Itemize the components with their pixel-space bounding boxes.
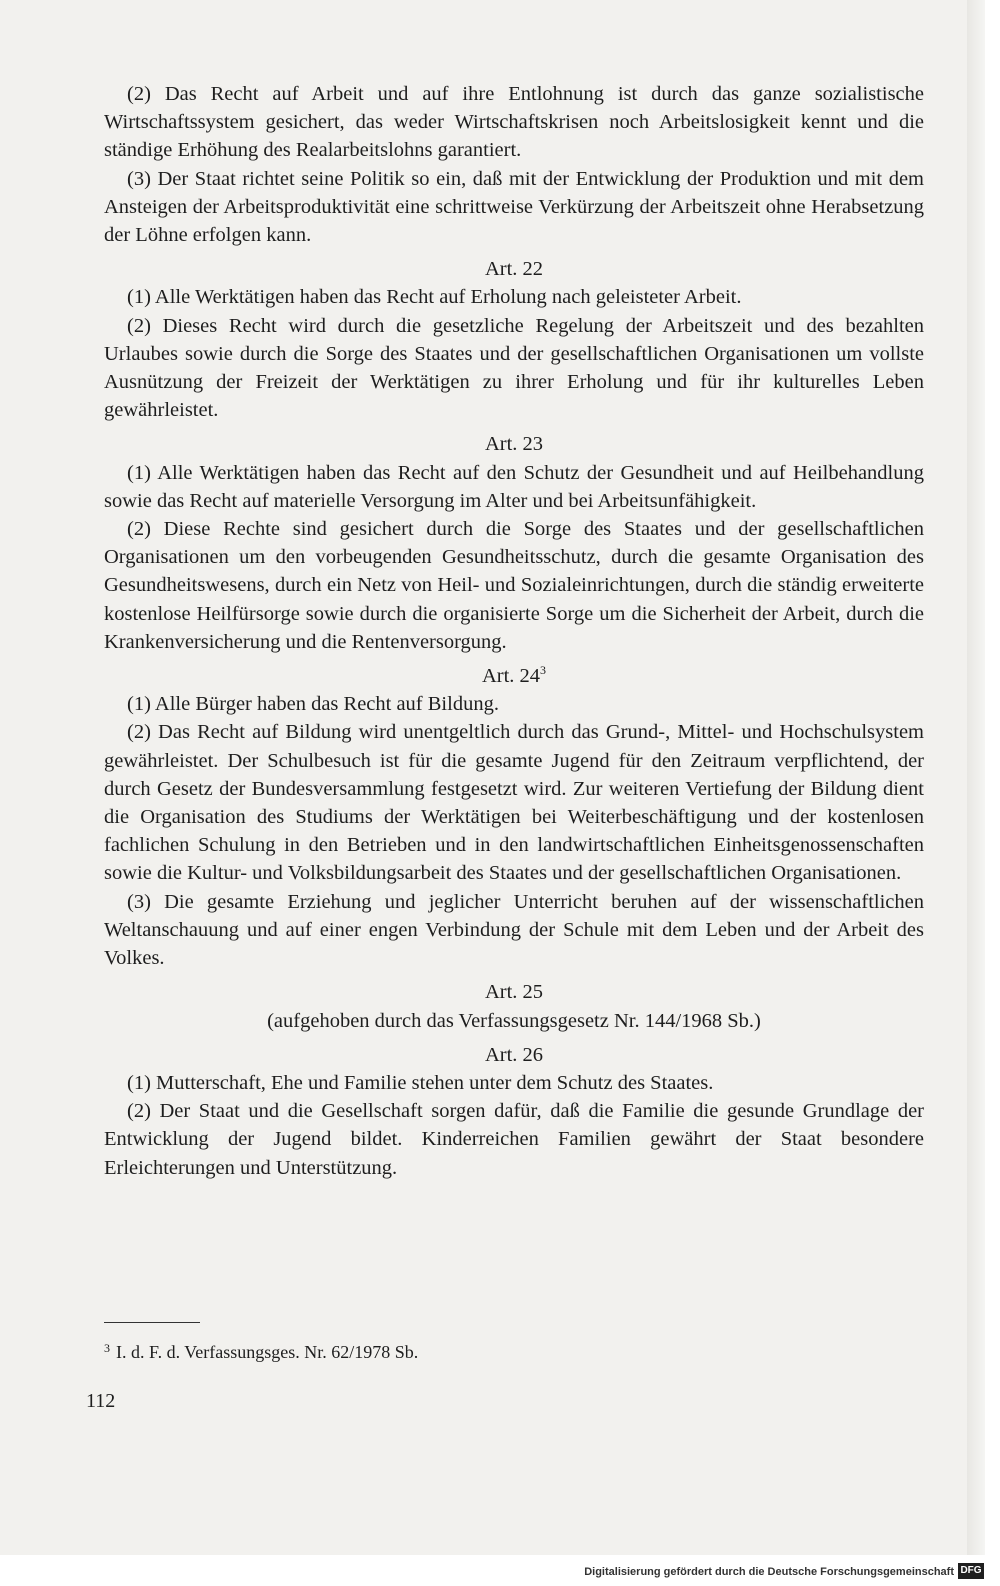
digitization-credit: Digitalisierung gefördert durch die Deutsche Forschungsgemeinschaft: [584, 1566, 954, 1578]
article-heading-23: Art. 23: [484, 433, 544, 456]
article-heading-25: Art. 25: [484, 981, 544, 1004]
footnote-reference: 3: [540, 663, 547, 678]
paragraph-art24-3: (3) Die gesamte Erziehung und jeglicher Unterricht beruhen auf der wissenschaftlichen Weltanschauung und auf einer engen Verbindung der Schule mit dem Leben und der Arbeit des Volkes.: [104, 890, 924, 970]
paragraph-art23-2: (2) Diese Rechte sind gesichert durch die Sorge des Staates und der gesellschaftlichen Organisationen um den vorbeugenden Gesundheitsschutz, durch die gesamte Organisation des Gesundheitswesens, durch ein Netz von Heil- und Sozialeinrichtungen, durch die ständig erweiterte kostenlose Heilfürsorge sowie durch die organisierte Sorge um die Sicherheit der Arbeit, durch die Krankenversicherung und die Rentenversorgung.: [104, 518, 924, 653]
paragraph-art24-1: (1) Alle Bürger haben das Recht auf Bildung.: [127, 693, 499, 716]
page-number: 112: [86, 1390, 116, 1412]
paragraph-art21-2: (2) Das Recht auf Arbeit und auf ihre Entlohnung ist durch das ganze sozialistische Wirtschaftssystem gesichert, das weder Wirtschaftskrisen noch Arbeitslosigkeit kennt und die ständige Erhöhung des Realarbeitslohns garantiert.: [104, 83, 924, 162]
page-edge: [967, 0, 985, 1555]
dfg-logo: DFG: [958, 1563, 984, 1579]
footnote: [104, 1336, 418, 1364]
paragraph-art26-2: (2) Der Staat und die Gesellschaft sorgen dafür, daß die Familie die gesunde Grundlage der Entwicklung der Jugend bildet. Kinderreichen Familien gewährt der Staat besondere Erleichterungen und Unterstützung.: [104, 1100, 924, 1179]
paragraph-art25: (aufgehoben durch das Verfassungsgesetz Nr. 144/1968 Sb.): [267, 1009, 761, 1032]
paragraph-art24-2: (2) Das Recht auf Bildung wird unentgeltlich durch das Grund-, Mittel- und Hochschulsystem gewährleistet. Der Schulbesuch ist für die gesamte Jugend für den Zeitraum verpflichtend, der durch Gesetz der Bundesversammlung festgesetzt wird. Zur weiteren Vertiefung der Bildung dient die Organisation des Studiums der Werktätigen bei Weiterbeschäftigung und der kostenlosen fachlichen Schulung in den Betrieben und in den landwirtschaftlichen Einheitsgenossenschaften sowie die Kultur- und Volksbildungsarbeit des Staates und der gesellschaftlichen Organisationen.: [104, 721, 924, 885]
paragraph-art21-3: (3) Der Staat richtet seine Politik so ein, daß mit der Entwicklung der Produktion und mit dem Ansteigen der Arbeitsproduktivität eine schrittweise Verkürzung der Arbeitszeit ohne Herabsetzung der Löhne erfolgen kann.: [104, 167, 924, 247]
article-heading-24-text: Art. 24: [481, 665, 541, 688]
footnote-text: I. d. F. d. Verfassungsges. Nr. 62/1978 Sb.: [116, 1342, 419, 1362]
footnote-divider: [104, 1322, 200, 1323]
article-heading-22: Art. 22: [484, 258, 544, 281]
paragraph-art22-2: (2) Dieses Recht wird durch die gesetzliche Regelung der Arbeitszeit und des bezahlten Urlaubes sowie durch die Sorge des Staates und der gesellschaftlichen Organisationen um vollste Ausnützung der Freizeit der Werktätigen zu ihrer Erholung und für ihr kulturelles Leben gewährleistet.: [104, 314, 924, 422]
footnote-mark: 3: [104, 1341, 110, 1355]
article-heading-24: [104, 662, 924, 690]
paragraph-art22-1: (1) Alle Werktätigen haben das Recht auf Erholung nach geleisteter Arbeit.: [127, 286, 742, 309]
paragraph-art23-1: (1) Alle Werktätigen haben das Recht auf den Schutz der Gesundheit und auf Heilbehandlung sowie das Recht auf materielle Versorgung im Alter und bei Arbeitsunfähigkeit.: [104, 461, 924, 512]
body-text: [104, 80, 924, 1182]
article-heading-26: Art. 26: [484, 1043, 544, 1066]
paragraph-art26-1: (1) Mutterschaft, Ehe und Familie stehen unter dem Schutz des Staates.: [127, 1071, 714, 1094]
